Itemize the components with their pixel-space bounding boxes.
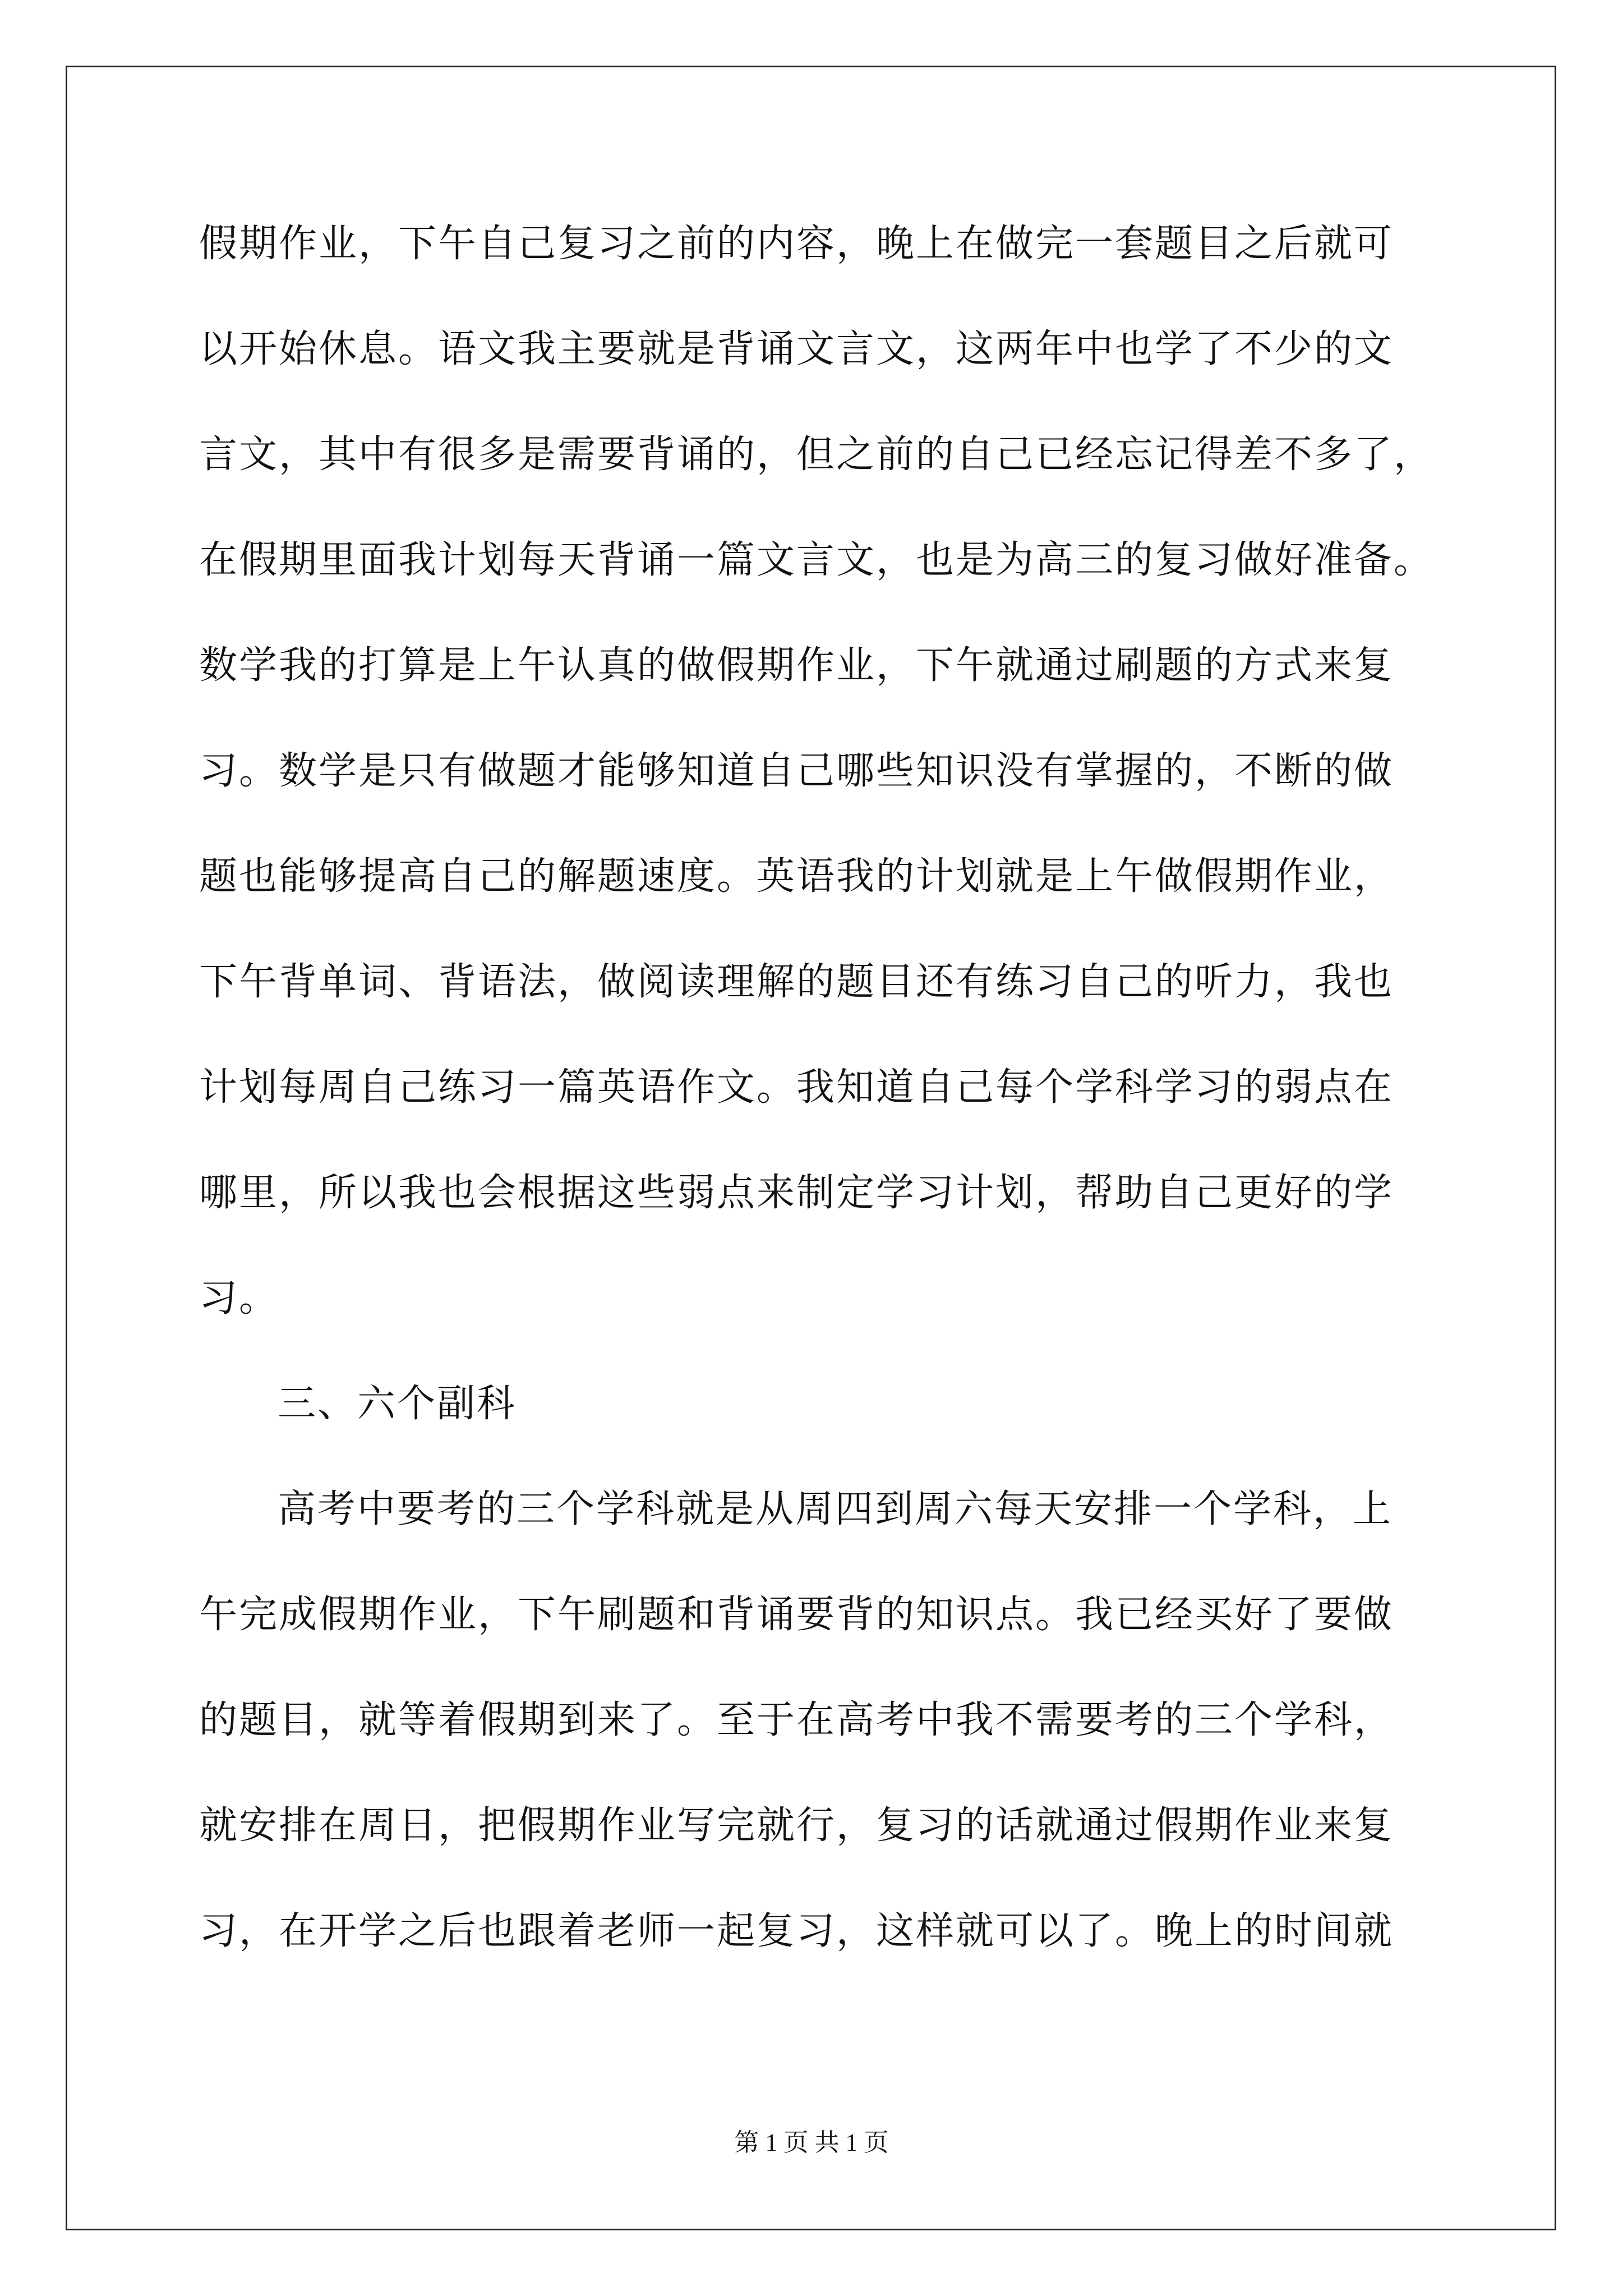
text-line: 习。数学是只有做题才能够知道自己哪些知识没有掌握的，不断的做 <box>199 749 1394 793</box>
text-line: 题也能够提高自己的解题速度。英语我的计划就是上午做假期作业， <box>199 854 1394 899</box>
text-line: 言文，其中有很多是需要背诵的，但之前的自己已经忘记得差不多了， <box>199 432 1434 477</box>
document-body <box>199 213 1433 2006</box>
text-line: 哪里，所以我也会根据这些弱点来制定学习计划，帮助自己更好的学 <box>199 1171 1394 1215</box>
text-line: 数学我的打算是上午认真的做假期作业，下午就通过刷题的方式来复 <box>199 643 1394 688</box>
text-line: 计划每周自己练习一篇英语作文。我知道自己每个学科学习的弱点在 <box>199 1065 1394 1110</box>
text-line: 习，在开学之后也跟着老师一起复习，这样就可以了。晚上的时间就 <box>199 1909 1394 1953</box>
text-line: 的题目，就等着假期到来了。至于在高考中我不需要考的三个学科， <box>199 1698 1394 1742</box>
text-line: 习。 <box>199 1276 279 1320</box>
text-line: 下午背单词、背语法，做阅读理解的题目还有练习自己的听力，我也 <box>199 960 1394 1004</box>
page-footer: 第 1 页 共 1 页 <box>734 2129 889 2156</box>
text-line: 午完成假期作业，下午刷题和背诵要背的知识点。我已经买好了要做 <box>199 1593 1394 1637</box>
text-line: 在假期里面我计划每天背诵一篇文言文，也是为高三的复习做好准备。 <box>199 538 1434 582</box>
section-heading: 三、六个副科 <box>278 1382 517 1426</box>
text-line: 以开始休息。语文我主要就是背诵文言文，这两年中也学了不少的文 <box>199 327 1394 371</box>
text-line: 就安排在周日，把假期作业写完就行，复习的话就通过假期作业来复 <box>199 1803 1394 1848</box>
text-line: 高考中要考的三个学科就是从周四到周六每天安排一个学科，上 <box>278 1487 1393 1531</box>
text-line: 假期作业，下午自己复习之前的内容，晚上在做完一套题目之后就可 <box>199 222 1394 266</box>
